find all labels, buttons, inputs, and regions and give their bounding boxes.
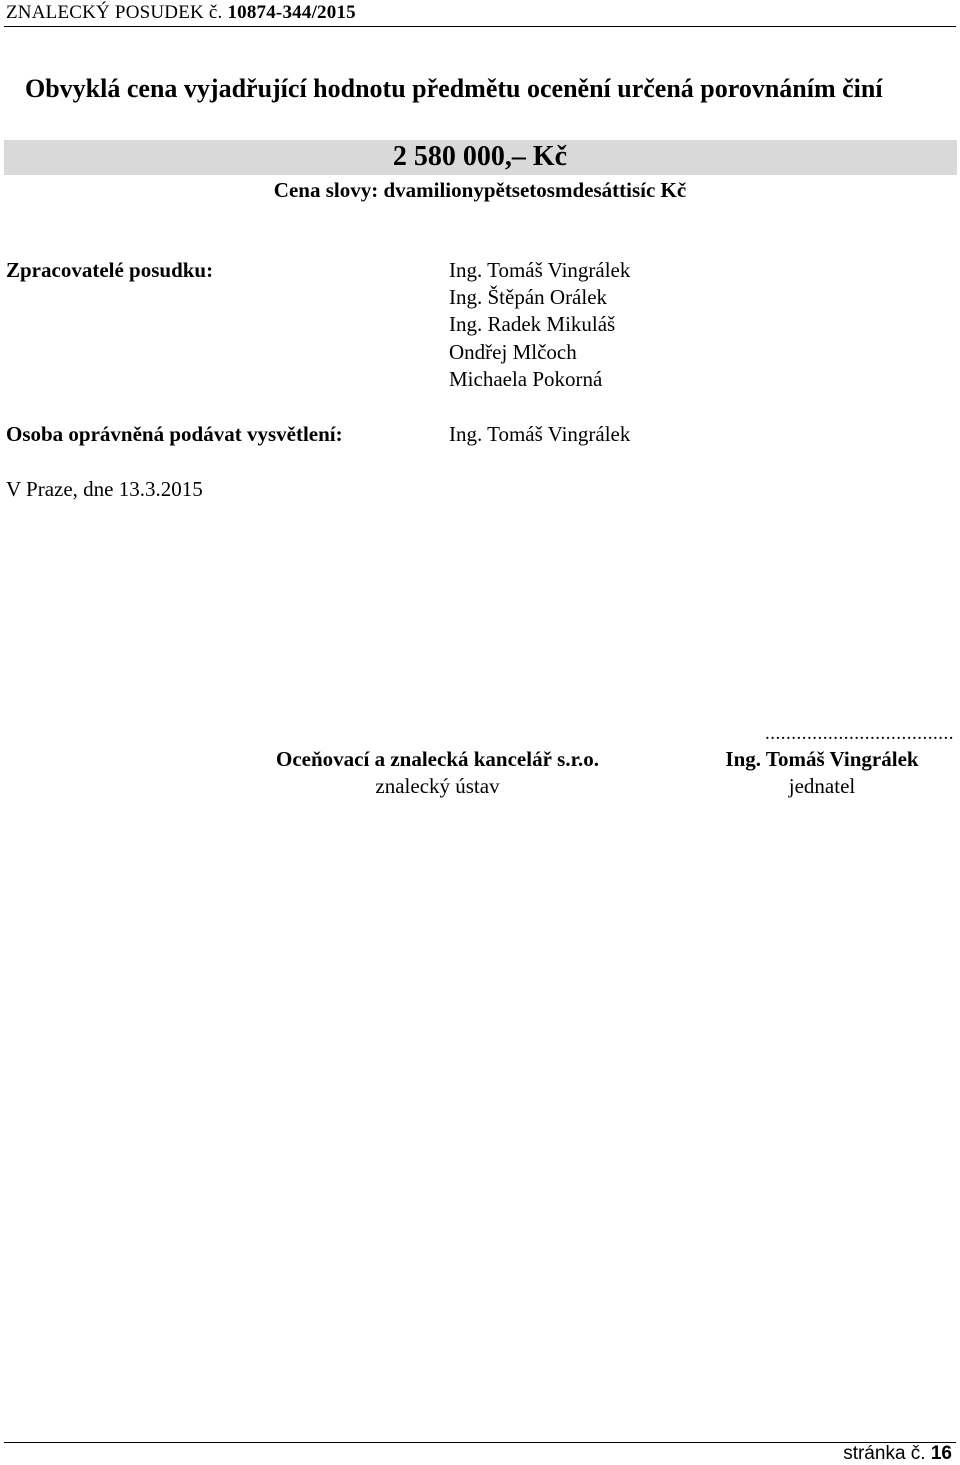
intro-statement: Obvyklá cena vyjadřující hodnotu předmětu ocenění určená porovnáním činí	[25, 74, 883, 103]
signer-name: Ing. Tomáš Vingrálek	[725, 747, 919, 771]
price-in-words: Cena slovy: dvamilionypětsetosmdesáttisíc Kč	[273, 178, 687, 202]
page-footer	[843, 1443, 952, 1465]
page-number: 16	[930, 1443, 952, 1464]
header-number: 10874-344/2015	[227, 2, 356, 23]
processor-name: Ing. Radek Mikuláš	[449, 312, 616, 336]
place-date: V Praze, dne 13.3.2015	[6, 477, 203, 501]
company-name: Oceňovací a znalecká kancelář s.r.o.	[276, 747, 599, 771]
processor-name: Michaela Pokorná	[449, 367, 603, 391]
processors-label: Zpracovatelé posudku:	[6, 258, 214, 282]
authorized-person-name: Ing. Tomáš Vingrálek	[449, 422, 631, 446]
company-type: znalecký ústav	[375, 774, 500, 798]
header-title: ZNALECKÝ POSUDEK č.	[6, 2, 223, 23]
processor-name: Ondřej Mlčoch	[449, 340, 577, 364]
document-header	[6, 2, 356, 24]
page-label: stránka č.	[843, 1443, 926, 1464]
price-amount: 2 580 000,– Kč	[392, 141, 568, 172]
processor-name: Ing. Štěpán Orálek	[449, 285, 608, 309]
authorized-person-label: Osoba oprávněná podávat vysvětlení:	[6, 422, 343, 446]
header-divider	[4, 26, 956, 27]
footer-divider	[4, 1442, 956, 1443]
signer-role: jednatel	[788, 774, 856, 798]
signature-line: ....................................	[765, 723, 954, 744]
processor-name: Ing. Tomáš Vingrálek	[449, 258, 631, 282]
